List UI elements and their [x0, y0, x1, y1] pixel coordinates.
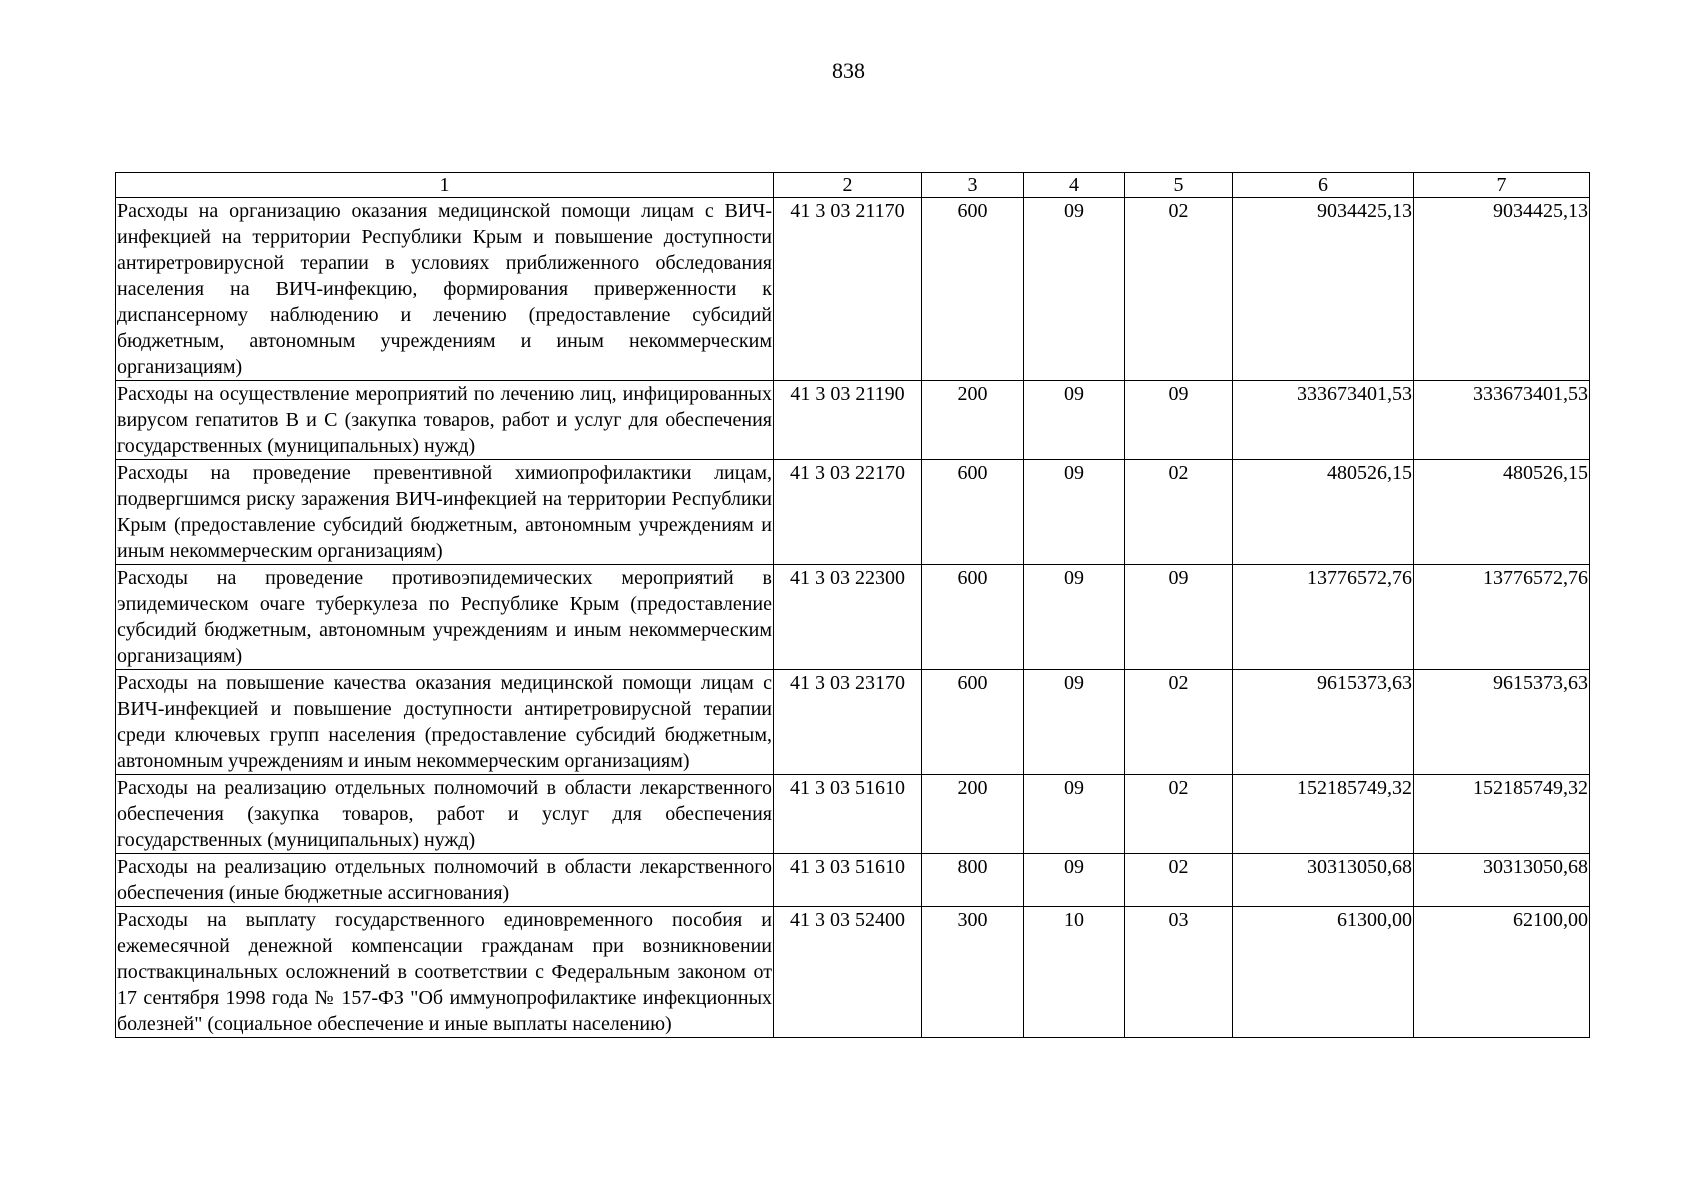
page-number: 838 [832, 58, 865, 83]
amount-col-7: 62100,00 [1414, 907, 1590, 1038]
table-row [116, 854, 1590, 907]
section-code: 10 [1024, 907, 1125, 1038]
target-article-code: 41 3 03 52400 [774, 907, 922, 1038]
expense-description: Расходы на осуществление мероприятий по лечению лиц, инфицированных вирусом гепатитов В и С (закупка товаров, работ и услуг для обеспечения государственных (муниципальных) нужд) [116, 381, 774, 460]
section-code: 09 [1024, 198, 1125, 381]
table-row [116, 381, 1590, 460]
target-article-code: 41 3 03 21170 [774, 198, 922, 381]
amount-col-6: 9615373,63 [1233, 670, 1414, 775]
expense-description: Расходы на реализацию отдельных полномочий в области лекарственного обеспечения (иные бюджетные ассигнования) [116, 854, 774, 907]
expense-type-code: 300 [922, 907, 1024, 1038]
expense-description: Расходы на проведение превентивной химиопрофилактики лицам, подвергшимся риску заражения ВИЧ-инфекцией на территории Республики Крым (предоставление субсидий бюджетным, автономным учреждениям и иным некоммерческим организациям) [116, 460, 774, 565]
target-article-code: 41 3 03 22170 [774, 460, 922, 565]
expense-type-code: 600 [922, 565, 1024, 670]
amount-col-7: 9034425,13 [1414, 198, 1590, 381]
subsection-code: 02 [1125, 775, 1233, 854]
target-article-code: 41 3 03 51610 [774, 775, 922, 854]
subsection-code: 02 [1125, 460, 1233, 565]
amount-col-6: 13776572,76 [1233, 565, 1414, 670]
subsection-code: 02 [1125, 670, 1233, 775]
budget-table [115, 172, 1590, 1038]
amount-col-7: 30313050,68 [1414, 854, 1590, 907]
column-header: 7 [1414, 173, 1590, 198]
expense-description: Расходы на организацию оказания медицинской помощи лицам с ВИЧ-инфекцией на территории Республики Крым и повышение доступности антиретровирусной терапии в условиях приближенного обследования населения на ВИЧ-инфекцию, формирования приверженности к диспансерному наблюдению и лечению (предоставление субсидий бюджетным, автономным учреждениям и иным некоммерческим организациям) [116, 198, 774, 381]
section-code: 09 [1024, 854, 1125, 907]
expense-description: Расходы на выплату государственного единовременного пособия и ежемесячной денежной компенсации гражданам при возникновении поствакцинальных осложнений в соответствии с Федеральным законом от 17 сентября 1998 года № 157-ФЗ "Об иммунопрофилактике инфекционных болезней" (социальное обеспечение и иные выплаты населению) [116, 907, 774, 1038]
amount-col-7: 333673401,53 [1414, 381, 1590, 460]
column-header: 6 [1233, 173, 1414, 198]
amount-col-6: 30313050,68 [1233, 854, 1414, 907]
section-code: 09 [1024, 775, 1125, 854]
section-code: 09 [1024, 670, 1125, 775]
amount-col-7: 152185749,32 [1414, 775, 1590, 854]
header-row [116, 173, 1590, 198]
amount-col-7: 480526,15 [1414, 460, 1590, 565]
target-article-code: 41 3 03 22300 [774, 565, 922, 670]
target-article-code: 41 3 03 51610 [774, 854, 922, 907]
table-row [116, 198, 1590, 381]
section-code: 09 [1024, 565, 1125, 670]
column-header: 1 [116, 173, 774, 198]
expense-type-code: 600 [922, 460, 1024, 565]
column-header: 5 [1125, 173, 1233, 198]
column-header: 3 [922, 173, 1024, 198]
subsection-code: 03 [1125, 907, 1233, 1038]
table-row [116, 907, 1590, 1038]
table-row [116, 775, 1590, 854]
column-header: 4 [1024, 173, 1125, 198]
subsection-code: 02 [1125, 854, 1233, 907]
section-code: 09 [1024, 460, 1125, 565]
column-header: 2 [774, 173, 922, 198]
amount-col-6: 9034425,13 [1233, 198, 1414, 381]
subsection-code: 02 [1125, 198, 1233, 381]
section-code: 09 [1024, 381, 1125, 460]
table-row [116, 565, 1590, 670]
amount-col-7: 13776572,76 [1414, 565, 1590, 670]
expense-type-code: 200 [922, 775, 1024, 854]
amount-col-6: 152185749,32 [1233, 775, 1414, 854]
expense-type-code: 800 [922, 854, 1024, 907]
expense-type-code: 200 [922, 381, 1024, 460]
amount-col-6: 480526,15 [1233, 460, 1414, 565]
amount-col-6: 333673401,53 [1233, 381, 1414, 460]
table-row [116, 460, 1590, 565]
expense-type-code: 600 [922, 198, 1024, 381]
target-article-code: 41 3 03 21190 [774, 381, 922, 460]
expense-description: Расходы на реализацию отдельных полномочий в области лекарственного обеспечения (закупка товаров, работ и услуг для обеспечения государственных (муниципальных) нужд) [116, 775, 774, 854]
subsection-code: 09 [1125, 381, 1233, 460]
table-row [116, 670, 1590, 775]
expense-description: Расходы на повышение качества оказания медицинской помощи лицам с ВИЧ-инфекцией и повышение доступности антиретровирусной терапии среди ключевых групп населения (предоставление субсидий бюджетным, автономным учреждениям и иным некоммерческим организациям) [116, 670, 774, 775]
subsection-code: 09 [1125, 565, 1233, 670]
target-article-code: 41 3 03 23170 [774, 670, 922, 775]
amount-col-7: 9615373,63 [1414, 670, 1590, 775]
expense-description: Расходы на проведение противоэпидемических мероприятий в эпидемическом очаге туберкулеза по Республике Крым (предоставление субсидий бюджетным, автономным учреждениям и иным некоммерческим организациям) [116, 565, 774, 670]
expense-type-code: 600 [922, 670, 1024, 775]
amount-col-6: 61300,00 [1233, 907, 1414, 1038]
